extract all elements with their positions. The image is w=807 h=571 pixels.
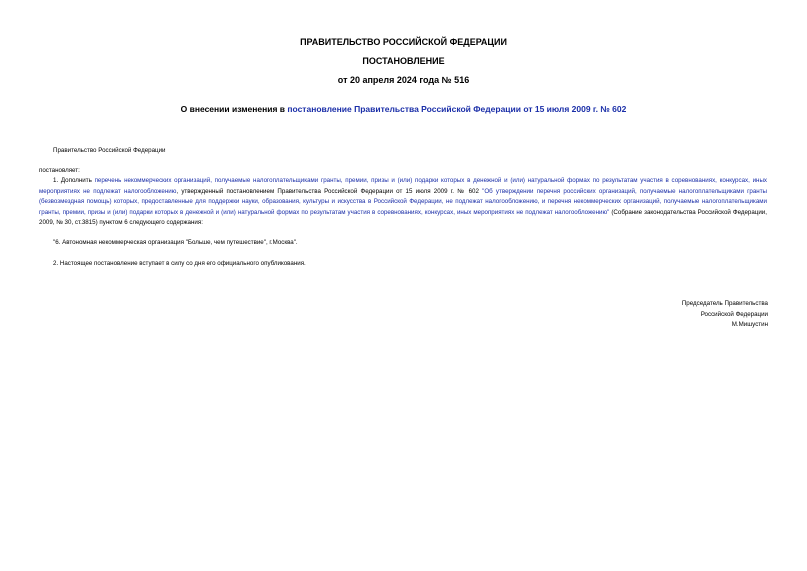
item1-middle-text: , утвержденный постановлением Правительства Российской Федерации от 15 июля 2009 г. № 602 [176, 187, 483, 195]
government-heading: ПРАВИТЕЛЬСТВО РОССИЙСКОЙ ФЕДЕРАЦИИ [300, 37, 507, 47]
doc-type-heading: ПОСТАНОВЛЕНИЕ [362, 56, 445, 66]
signature-block [682, 299, 768, 331]
document-subject [0, 104, 807, 115]
paragraph-item-1 [39, 176, 767, 229]
item1-number: 1. Дополнить [53, 177, 95, 184]
date-number-heading: от 20 апреля 2024 года № 516 [337, 75, 470, 85]
signature-organization: Российской Федерации [700, 310, 768, 318]
subject-prefix: О внесении изменения в [180, 104, 288, 114]
quoted-point-6: "6. Автономная некоммерческая организация "Больше, чем путешествие", г.Москва". [53, 239, 298, 246]
signature-title: Председатель Правительства [681, 300, 768, 307]
signature-name: М.Мишустин [731, 321, 768, 329]
decrees-word: постановляет: [39, 167, 80, 174]
issuing-authority: Правительство Российской Федерации [53, 147, 166, 154]
paragraph-item-2: 2. Настоящее постановление вступает в силу со дня его официального опубликования. [53, 260, 306, 267]
item1-decree-link[interactable]: "Об утверждении перечня российских организаций, получаемые налогоплательщиками гранты (безвозмездная помощь) которых, предоставленные для поддержки науки, образования, культуры и искусства в Российской Федерации, не подлежат налогообложению, и перечня некоммерческих организаций, получаемые налогоплательщиками гранты, премии, призы и (или) подарки которых в денежной и (или) натуральной формах по результатам участия в соревнованиях, конкурсах, иных мероприятиях не подлежат налогообложению" [39, 187, 768, 216]
item1-tail-text: (Собрание законодательства Российской Федерации, 2009, № 30, ст.3815) пунктом 6 следующего содержания: [39, 208, 767, 226]
subject-link[interactable]: постановление Правительства Российской Федерации от 15 июля 2009 г. № 602 [287, 104, 627, 114]
item1-list-link[interactable]: перечень некоммерческих организаций, получаемые налогоплательщиками гранты, премии, призы и (или) подарки которых в денежной и (или) натуральной формах по результатам участия в соревнованиях, конкурсах, иных мероприятиях не подлежат налогообложению [39, 177, 768, 195]
